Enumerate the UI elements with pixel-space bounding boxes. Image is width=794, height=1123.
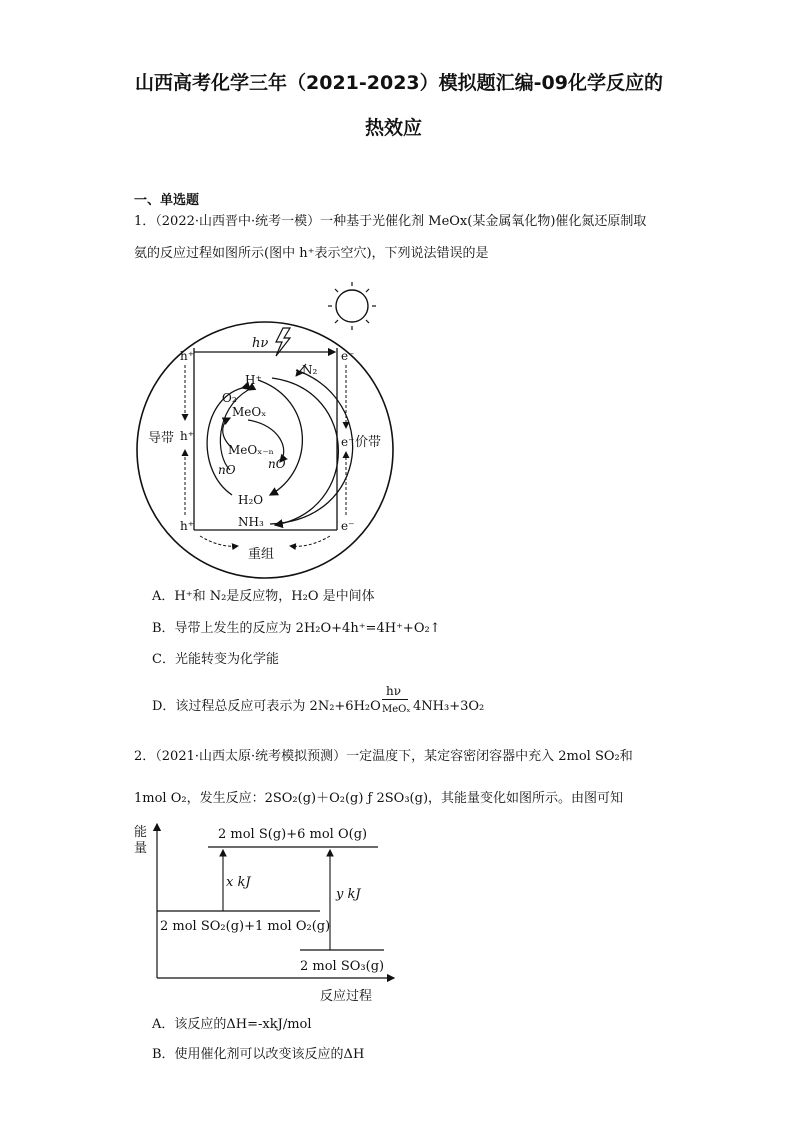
fig-hv: hν xyxy=(252,336,269,351)
fig-h2o: H₂O xyxy=(238,493,264,507)
fig-nh3: NH₃ xyxy=(238,515,264,529)
fig-no-right: nO xyxy=(268,457,286,471)
y-axis-label-1: 能 xyxy=(134,825,148,840)
fig-meoxn: MeOₓ₋ₙ xyxy=(228,443,274,457)
y-axis-label-2: 量 xyxy=(134,841,148,856)
fig-conduction-band: 导带 xyxy=(148,431,175,446)
fig-meox: MeOₓ xyxy=(232,405,267,419)
fig-hplus-bot: h⁺ xyxy=(180,519,195,533)
fig-eminus-bot: e⁻ xyxy=(341,519,355,533)
q1-option-d-fraction-line xyxy=(382,699,408,700)
fig-eminus-mid: e⁻ xyxy=(341,435,355,449)
q2-stem-line1: 2．（2021·山西太原·统考模拟预测）一定温度下，某定容密闭容器中充入 2mol SO₂和 xyxy=(134,749,633,764)
q1-option-c[interactable]: C．光能转变为化学能 xyxy=(152,652,279,667)
fig-hplus-species: H⁺ xyxy=(245,373,262,387)
level-low-label: 2 mol SO₃(g) xyxy=(300,959,385,974)
section-heading: 一、单选题 xyxy=(134,193,200,208)
sun-icon xyxy=(328,282,376,330)
q2-energy-diagram xyxy=(130,818,400,1008)
q2-option-a[interactable]: A．该反应的ΔH=-xkJ/mol xyxy=(152,1017,312,1032)
q1-option-b[interactable]: B．导带上发生的反应为 2H₂O+4h⁺=4H⁺+O₂↑ xyxy=(152,621,441,636)
fig-recombination: 重组 xyxy=(248,547,275,562)
q2-option-b[interactable]: B．使用催化剂可以改变该反应的ΔH xyxy=(152,1047,365,1062)
fig-hplus-mid: h⁺ xyxy=(180,429,195,443)
q1-stem-line1: 1．（2022·山西晋中·统考一模）一种基于光催化剂 MeOx(某金属氧化物)催化氮还原制取 xyxy=(134,214,647,229)
q1-option-d-below: MeOₓ xyxy=(382,704,411,715)
fig-eminus-top: e⁻ xyxy=(341,349,355,363)
q1-photocatalysis-diagram xyxy=(130,280,410,580)
y-kj-label: y kJ xyxy=(336,887,361,902)
level-mid-label: 2 mol SO₂(g)+1 mol O₂(g) xyxy=(160,919,331,934)
doc-title-line2: 热效应 xyxy=(365,117,423,139)
x-axis-label: 反应过程 xyxy=(320,989,373,1004)
x-kj-label: x kJ xyxy=(226,875,251,890)
q1-option-d[interactable] xyxy=(152,684,485,718)
q1-option-d-post: 4NH₃+3O₂ xyxy=(413,699,485,714)
q1-option-d-pre: D．该过程总反应可表示为 2N₂+6H₂O xyxy=(152,699,381,714)
fig-valence-band: 价带 xyxy=(355,435,382,450)
q1-option-a[interactable]: A．H⁺和 N₂是反应物，H₂O 是中间体 xyxy=(152,589,375,604)
q1-stem-line2: 氨的反应过程如图所示(图中 h⁺表示空穴)，下列说法错误的是 xyxy=(134,246,489,261)
fig-o2: O₂ xyxy=(222,391,237,405)
level-top-label: 2 mol S(g)+6 mol O(g) xyxy=(218,827,368,842)
q2-stem-line2: 1mol O₂，发生反应：2SO₂(g)＋O₂(g) ƒ 2SO₃(g)，其能量变化如图所示。由图可知 xyxy=(134,791,624,806)
q1-option-d-above: hν xyxy=(386,684,402,698)
fig-hplus-top: h⁺ xyxy=(180,349,195,363)
fig-n2: N₂ xyxy=(302,363,318,377)
fig-no-left: nO xyxy=(218,463,236,477)
doc-title-line1: 山西高考化学三年（2021-2023）模拟题汇编-09化学反应的 xyxy=(135,72,663,94)
